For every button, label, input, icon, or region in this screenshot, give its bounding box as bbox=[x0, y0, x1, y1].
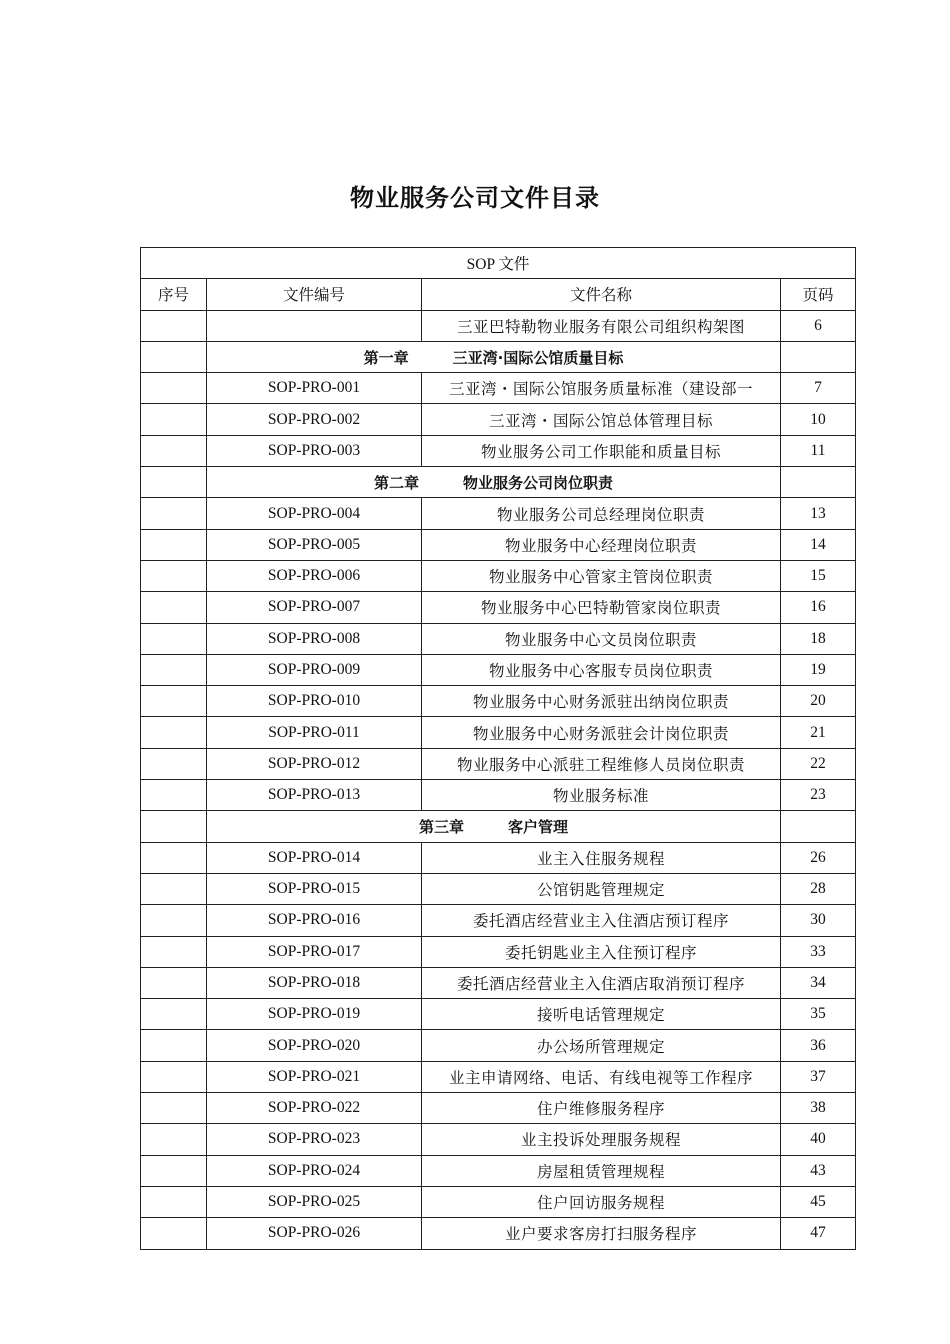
seq-cell bbox=[141, 623, 207, 654]
page-cell: 10 bbox=[781, 404, 856, 435]
code-cell: SOP-PRO-011 bbox=[207, 717, 422, 748]
seq-cell bbox=[141, 341, 207, 372]
seq-cell bbox=[141, 873, 207, 904]
code-cell: SOP-PRO-002 bbox=[207, 404, 422, 435]
name-cell: 委托钥匙业主入住预订程序 bbox=[422, 936, 781, 967]
seq-cell bbox=[141, 1155, 207, 1186]
page-cell: 22 bbox=[781, 748, 856, 779]
code-cell: SOP-PRO-019 bbox=[207, 999, 422, 1030]
seq-cell bbox=[141, 467, 207, 498]
page-cell: 21 bbox=[781, 717, 856, 748]
table-row bbox=[141, 404, 856, 435]
toc-table bbox=[140, 247, 856, 1250]
page-cell: 45 bbox=[781, 1186, 856, 1217]
seq-cell bbox=[141, 1030, 207, 1061]
code-cell: SOP-PRO-021 bbox=[207, 1061, 422, 1092]
name-cell: 委托酒店经营业主入住酒店预订程序 bbox=[422, 905, 781, 936]
name-cell: 物业服务中心经理岗位职责 bbox=[422, 529, 781, 560]
table-row bbox=[141, 999, 856, 1030]
page-cell: 34 bbox=[781, 967, 856, 998]
page-cell bbox=[781, 467, 856, 498]
page-cell: 30 bbox=[781, 905, 856, 936]
page-cell: 37 bbox=[781, 1061, 856, 1092]
table-row bbox=[141, 1093, 856, 1124]
table-row bbox=[141, 1218, 856, 1249]
name-cell: 业主投诉处理服务规程 bbox=[422, 1124, 781, 1155]
table-row bbox=[141, 1124, 856, 1155]
name-cell: 接听电话管理规定 bbox=[422, 999, 781, 1030]
code-cell: SOP-PRO-006 bbox=[207, 560, 422, 591]
header-seq: 序号 bbox=[141, 279, 207, 310]
page-cell: 33 bbox=[781, 936, 856, 967]
code-cell: SOP-PRO-009 bbox=[207, 654, 422, 685]
name-cell: 物业服务中心巴特勒管家岗位职责 bbox=[422, 592, 781, 623]
code-cell: SOP-PRO-010 bbox=[207, 686, 422, 717]
table-row bbox=[141, 1155, 856, 1186]
code-cell: SOP-PRO-024 bbox=[207, 1155, 422, 1186]
code-cell: SOP-PRO-023 bbox=[207, 1124, 422, 1155]
name-cell: 物业服务公司工作职能和质量目标 bbox=[422, 435, 781, 466]
code-cell: SOP-PRO-003 bbox=[207, 435, 422, 466]
page-cell: 20 bbox=[781, 686, 856, 717]
page-cell: 13 bbox=[781, 498, 856, 529]
page-cell: 35 bbox=[781, 999, 856, 1030]
seq-cell bbox=[141, 717, 207, 748]
name-cell: 物业服务中心财务派驻会计岗位职责 bbox=[422, 717, 781, 748]
name-cell: 业主申请网络、电话、有线电视等工作程序 bbox=[422, 1061, 781, 1092]
table-row bbox=[141, 654, 856, 685]
chapter-label: 第二章 bbox=[373, 473, 419, 492]
name-cell: 房屋租赁管理规程 bbox=[422, 1155, 781, 1186]
table-row bbox=[141, 748, 856, 779]
name-cell: 物业服务标准 bbox=[422, 780, 781, 811]
code-cell: SOP-PRO-025 bbox=[207, 1186, 422, 1217]
page-cell bbox=[781, 341, 856, 372]
name-cell: 办公场所管理规定 bbox=[422, 1030, 781, 1061]
seq-cell bbox=[141, 936, 207, 967]
name-cell: 物业服务中心管家主管岗位职责 bbox=[422, 560, 781, 591]
seq-cell bbox=[141, 967, 207, 998]
code-cell: SOP-PRO-017 bbox=[207, 936, 422, 967]
seq-cell bbox=[141, 1218, 207, 1249]
code-cell: SOP-PRO-012 bbox=[207, 748, 422, 779]
page-cell: 19 bbox=[781, 654, 856, 685]
code-cell: SOP-PRO-020 bbox=[207, 1030, 422, 1061]
chapter-heading bbox=[207, 341, 781, 372]
table-row bbox=[141, 873, 856, 904]
seq-cell bbox=[141, 999, 207, 1030]
seq-cell bbox=[141, 811, 207, 842]
page-cell: 6 bbox=[781, 310, 856, 341]
page-cell: 16 bbox=[781, 592, 856, 623]
name-cell: 三亚湾・国际公馆总体管理目标 bbox=[422, 404, 781, 435]
name-cell: 业户要求客房打扫服务程序 bbox=[422, 1218, 781, 1249]
seq-cell bbox=[141, 592, 207, 623]
table-row bbox=[141, 310, 856, 341]
seq-cell bbox=[141, 654, 207, 685]
seq-cell bbox=[141, 404, 207, 435]
code-cell: SOP-PRO-005 bbox=[207, 529, 422, 560]
chapter-label: 第一章 bbox=[363, 348, 409, 367]
table-row bbox=[141, 623, 856, 654]
page-cell: 40 bbox=[781, 1124, 856, 1155]
code-cell: SOP-PRO-001 bbox=[207, 373, 422, 404]
code-cell: SOP-PRO-008 bbox=[207, 623, 422, 654]
chapter-title: 物业服务公司岗位职责 bbox=[463, 473, 614, 492]
page-cell: 47 bbox=[781, 1218, 856, 1249]
seq-cell bbox=[141, 529, 207, 560]
name-cell: 住户回访服务规程 bbox=[422, 1186, 781, 1217]
header-row bbox=[141, 279, 856, 310]
seq-cell bbox=[141, 1186, 207, 1217]
seq-cell bbox=[141, 905, 207, 936]
chapter-heading bbox=[207, 467, 781, 498]
code-cell: SOP-PRO-013 bbox=[207, 780, 422, 811]
table-row bbox=[141, 592, 856, 623]
table-row bbox=[141, 1030, 856, 1061]
seq-cell bbox=[141, 842, 207, 873]
name-cell: 物业服务中心财务派驻出纳岗位职责 bbox=[422, 686, 781, 717]
page-cell: 26 bbox=[781, 842, 856, 873]
code-cell: SOP-PRO-014 bbox=[207, 842, 422, 873]
seq-cell bbox=[141, 1124, 207, 1155]
table-row bbox=[141, 717, 856, 748]
seq-cell bbox=[141, 1093, 207, 1124]
page-cell: 15 bbox=[781, 560, 856, 591]
seq-cell bbox=[141, 435, 207, 466]
name-cell: 住户维修服务程序 bbox=[422, 1093, 781, 1124]
name-cell: 三亚巴特勒物业服务有限公司组织构架图 bbox=[422, 310, 781, 341]
page-cell bbox=[781, 811, 856, 842]
table-row bbox=[141, 1061, 856, 1092]
code-cell: SOP-PRO-004 bbox=[207, 498, 422, 529]
header-page: 页码 bbox=[781, 279, 856, 310]
name-cell: 三亚湾・国际公馆服务质量标准（建设部一 bbox=[422, 373, 781, 404]
page-cell: 36 bbox=[781, 1030, 856, 1061]
table-row bbox=[141, 1186, 856, 1217]
table-row bbox=[141, 529, 856, 560]
code-cell: SOP-PRO-022 bbox=[207, 1093, 422, 1124]
seq-cell bbox=[141, 560, 207, 591]
page-cell: 23 bbox=[781, 780, 856, 811]
table-row bbox=[141, 686, 856, 717]
table-caption: SOP 文件 bbox=[141, 248, 856, 279]
name-cell: 物业服务中心派驻工程维修人员岗位职责 bbox=[422, 748, 781, 779]
document-title: 物业服务公司文件目录 bbox=[350, 184, 600, 212]
table-row bbox=[141, 435, 856, 466]
code-cell bbox=[207, 310, 422, 341]
page-cell: 18 bbox=[781, 623, 856, 654]
page-cell: 43 bbox=[781, 1155, 856, 1186]
code-cell: SOP-PRO-007 bbox=[207, 592, 422, 623]
code-cell: SOP-PRO-016 bbox=[207, 905, 422, 936]
table-row bbox=[141, 905, 856, 936]
name-cell: 业主入住服务规程 bbox=[422, 842, 781, 873]
chapter-label: 第三章 bbox=[418, 817, 464, 836]
chapter-title: 三亚湾·国际公馆质量目标 bbox=[452, 348, 624, 367]
page-cell: 38 bbox=[781, 1093, 856, 1124]
page-cell: 7 bbox=[781, 373, 856, 404]
seq-cell bbox=[141, 498, 207, 529]
caption-row bbox=[141, 248, 856, 279]
table-row bbox=[141, 967, 856, 998]
table-row bbox=[141, 936, 856, 967]
code-cell: SOP-PRO-018 bbox=[207, 967, 422, 998]
seq-cell bbox=[141, 1061, 207, 1092]
code-cell: SOP-PRO-026 bbox=[207, 1218, 422, 1249]
table-row bbox=[141, 498, 856, 529]
page-cell: 14 bbox=[781, 529, 856, 560]
name-cell: 物业服务中心文员岗位职责 bbox=[422, 623, 781, 654]
chapter-title: 客户管理 bbox=[508, 817, 569, 836]
seq-cell bbox=[141, 780, 207, 811]
toc-body bbox=[141, 248, 856, 1250]
table-row bbox=[141, 842, 856, 873]
page-cell: 28 bbox=[781, 873, 856, 904]
seq-cell bbox=[141, 310, 207, 341]
chapter-row bbox=[141, 467, 856, 498]
header-name: 文件名称 bbox=[422, 279, 781, 310]
table-row bbox=[141, 560, 856, 591]
name-cell: 物业服务公司总经理岗位职责 bbox=[422, 498, 781, 529]
name-cell: 公馆钥匙管理规定 bbox=[422, 873, 781, 904]
table-row bbox=[141, 373, 856, 404]
page-cell: 11 bbox=[781, 435, 856, 466]
name-cell: 委托酒店经营业主入住酒店取消预订程序 bbox=[422, 967, 781, 998]
name-cell: 物业服务中心客服专员岗位职责 bbox=[422, 654, 781, 685]
seq-cell bbox=[141, 373, 207, 404]
seq-cell bbox=[141, 748, 207, 779]
chapter-row bbox=[141, 341, 856, 372]
code-cell: SOP-PRO-015 bbox=[207, 873, 422, 904]
chapter-row bbox=[141, 811, 856, 842]
table-row bbox=[141, 780, 856, 811]
header-code: 文件编号 bbox=[207, 279, 422, 310]
chapter-heading bbox=[207, 811, 781, 842]
seq-cell bbox=[141, 686, 207, 717]
